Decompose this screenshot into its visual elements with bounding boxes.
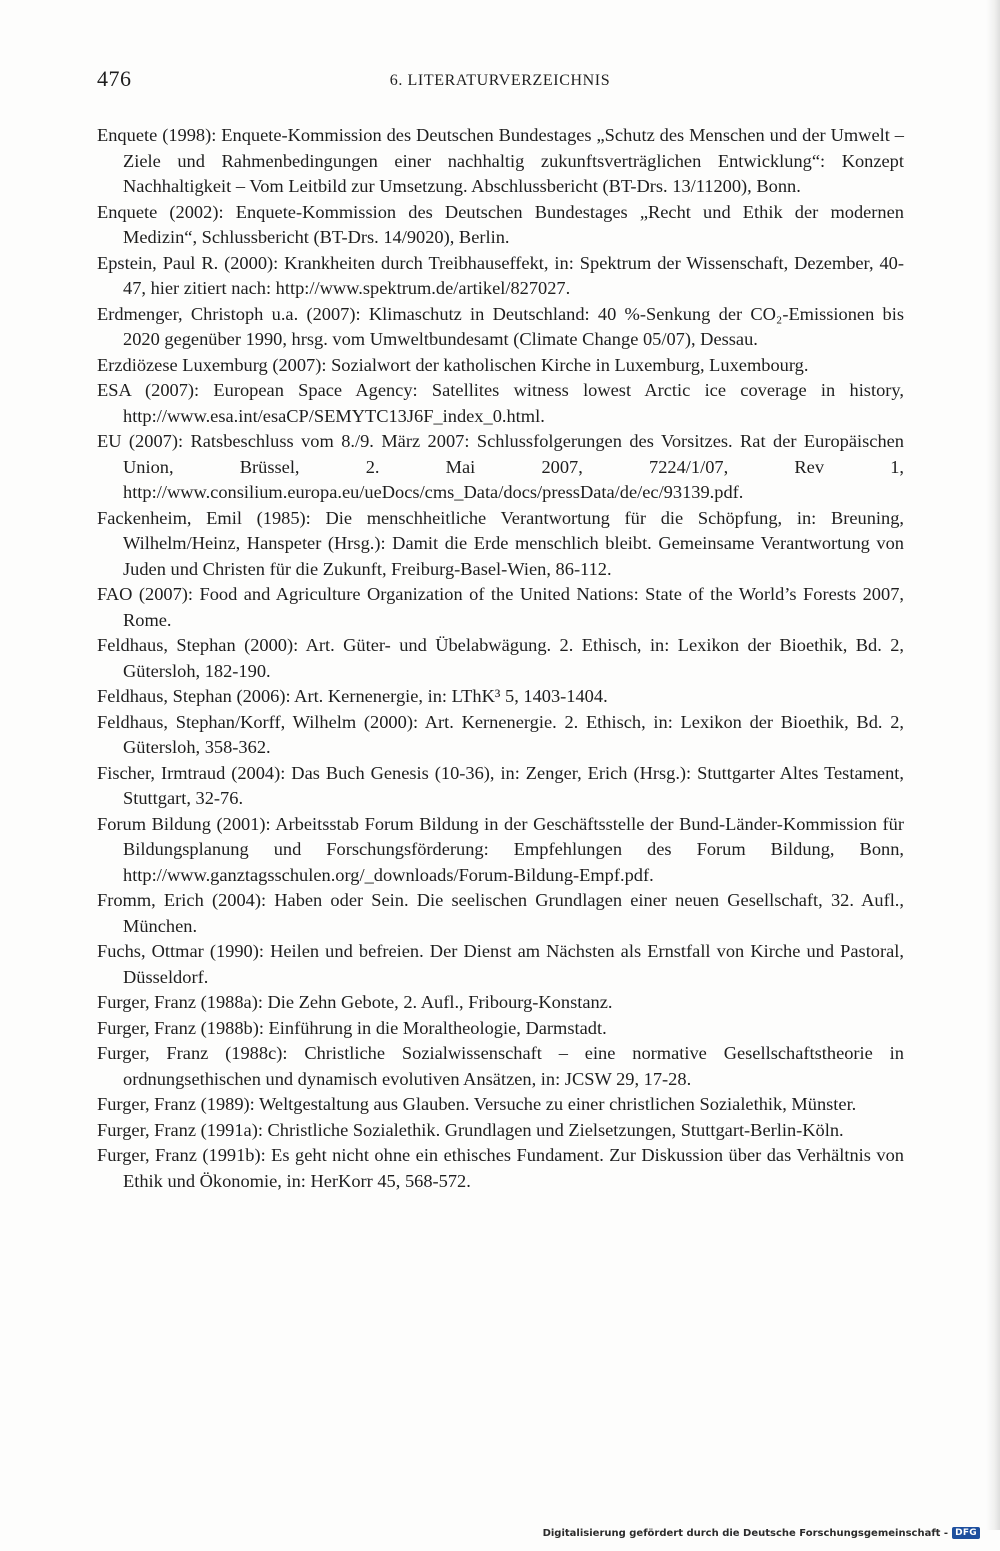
dfg-logo-icon: DFG [952, 1527, 980, 1539]
reference-entry: Feldhaus, Stephan/Korff, Wilhelm (2000): Art. Kernenergie. 2. Ethisch, in: Lexikon der Bioethik, Bd. 2, Gütersloh, 358-362. [97, 711, 904, 757]
reference-entry: Furger, Franz (1988c): Christliche Sozialwissenschaft – eine normative Gesellschaftstheorie in ordnungsethischen und dynamisch evolutiven Ansätzen, in: JCSW 29, 17-28. [97, 1043, 904, 1089]
reference-entry: Furger, Franz (1991a): Christliche Sozialethik. Grundlagen und Zielsetzungen, Stuttgart-Berlin-Köln. [97, 1119, 844, 1140]
reference-entry: Enquete (1998): Enquete-Kommission des Deutschen Bundestages „Schutz des Menschen und der Umwelt – Ziele und Rahmenbedingungen einer nachhaltig zukunftsverträglichen Entwicklung“: Konzept Nachhaltigkeit – Vom Leitbild zur Umsetzung. Abschlussbericht (BT-Drs. 13/11200), Bonn. [97, 125, 904, 196]
footer-text: Digitalisierung gefördert durch die Deutsche Forschungsgemeinschaft - [542, 1527, 949, 1539]
reference-entry: Fischer, Irmtraud (2004): Das Buch Genesis (10-36), in: Zenger, Erich (Hrsg.): Stuttgarter Altes Testament, Stuttgart, 32-76. [97, 762, 904, 808]
reference-list [97, 123, 904, 1194]
reference-entry: Furger, Franz (1989): Weltgestaltung aus Glauben. Versuche zu einer christlichen Sozialethik, Münster. [97, 1094, 857, 1114]
reference-entry: Furger, Franz (1991b): Es geht nicht ohne ein ethisches Fundament. Zur Diskussion über das Verhältnis von Ethik und Ökonomie, in: HerKorr 45, 568-572. [97, 1145, 904, 1191]
digitization-footer [543, 1527, 980, 1539]
reference-entry: FAO (2007): Food and Agriculture Organization of the United Nations: State of the World’s Forests 2007, Rome. [97, 584, 904, 630]
reference-entry: Furger, Franz (1988b): Einführung in die Moraltheologie, Darmstadt. [97, 1017, 607, 1038]
reference-entry: Forum Bildung (2001): Arbeitsstab Forum Bildung in der Geschäftsstelle der Bund-Länder-Kommission für Bildungsplanung und Forschungsförderung: Empfehlungen des Forum Bildung, Bonn, http://www.ganztagsschulen.org/_downloads/Forum-Bildung-Empf.pdf. [97, 813, 904, 885]
reference-entry: Erdmenger, Christoph u.a. (2007): Klimaschutz in Deutschland: 40 %-Senkung der CO₂-Emissionen bis 2020 gegenüber 1990, hrsg. vom Umweltbundesamt (Climate Change 05/07), Dessau. [97, 303, 904, 349]
reference-entry: Fackenheim, Emil (1985): Die menschheitliche Verantwortung für die Schöpfung, in: Breuning, Wilhelm/Heinz, Hanspeter (Hrsg.): Damit die Erde menschlich bleibt. Gemeinsame Verantwortung von Juden und Christen für die Zukunft, Freiburg-Basel-Wien, 86-112. [97, 507, 904, 579]
reference-entry: Epstein, Paul R. (2000): Krankheiten durch Treibhauseffekt, in: Spektrum der Wissenschaft, Dezember, 40-47, hier zitiert nach: http://www.spektrum.de/artikel/827027. [97, 252, 904, 298]
reference-entry: Enquete (2002): Enquete-Kommission des Deutschen Bundestages „Recht und Ethik der modernen Medizin“, Schlussbericht (BT-Drs. 14/9020), Berlin. [97, 201, 904, 247]
page-number: 476 [97, 66, 132, 91]
reference-entry: Fuchs, Ottmar (1990): Heilen und befreien. Der Dienst am Nächsten als Ernstfall von Kirche und Pastoral, Düsseldorf. [97, 941, 904, 987]
reference-entry: Fromm, Erich (2004): Haben oder Sein. Die seelischen Grundlagen einer neuen Gesellschaft, 32. Aufl., München. [97, 890, 904, 936]
reference-entry: Erzdiözese Luxemburg (2007): Sozialwort der katholischen Kirche in Luxemburg, Luxembourg. [97, 354, 809, 375]
page-edge-shadow [986, 0, 1000, 1530]
reference-entry: Feldhaus, Stephan (2000): Art. Güter- und Übelabwägung. 2. Ethisch, in: Lexikon der Bioethik, Bd. 2, Gütersloh, 182-190. [97, 635, 904, 681]
reference-entry: EU (2007): Ratsbeschluss vom 8./9. März 2007: Schlussfolgerungen des Vorsitzes. Rat der Europäischen Union, Brüssel, 2. Mai 2007, 7224/1/07, Rev 1, http://www.consilium.europa.eu/ueDocs/cms_Data/docs/pressData/de/ec/93139.pdf. [97, 431, 904, 502]
reference-entry: ESA (2007): European Space Agency: Satellites witness lowest Arctic ice coverage in history, http://www.esa.int/esaCP/SEMYTC13J6F_index_0.html. [97, 380, 904, 426]
running-head: 6. LITERATURVERZEICHNIS [389, 72, 611, 89]
reference-entry: Furger, Franz (1988a): Die Zehn Gebote, 2. Aufl., Fribourg-Konstanz. [97, 992, 613, 1012]
reference-entry: Feldhaus, Stephan (2006): Art. Kernenergie, in: LThK³ 5, 1403-1404. [97, 686, 608, 706]
